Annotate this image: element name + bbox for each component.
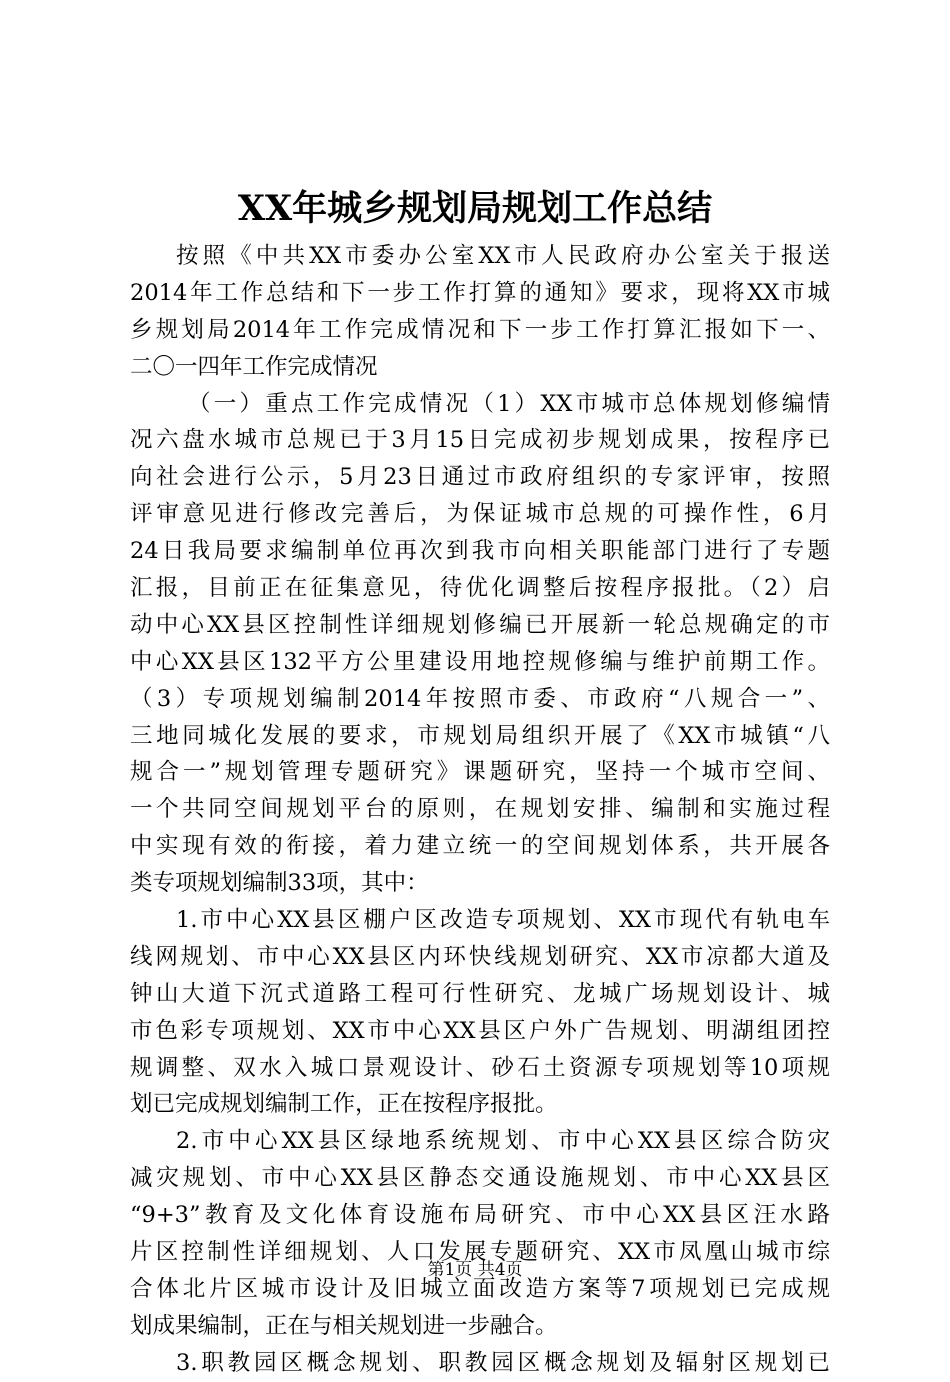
body-line: 3.职教园区概念规划、职教园区概念规划及辐射区规划已 bbox=[176, 1349, 830, 1376]
body-line: 乡规划局2014年工作完成情况和下一步工作打算汇报如下一、 bbox=[130, 316, 830, 343]
body-line: 按照《中共XX市委办公室XX市人民政府办公室关于报送 bbox=[176, 243, 830, 269]
body-line: 划已完成规划编制工作，正在按程序报批。 bbox=[130, 1091, 558, 1118]
body-line: 动中心XX县区控制性详细规划修编已开展新一轮总规确定的市 bbox=[130, 611, 830, 638]
body-line: 汇报，目前正在征集意见，待优化调整后按程序报批。（2）启 bbox=[130, 575, 830, 602]
body-line: 类专项规划编制33项，其中： bbox=[130, 870, 429, 897]
body-line: 中心XX县区132平方公里建设用地控规修编与维护前期工作。 bbox=[130, 648, 830, 675]
body-line: 市色彩专项规划、XX市中心XX县区户外广告规划、明湖组团控 bbox=[130, 1017, 830, 1044]
body-line: 24日我局要求编制单位再次到我市向相关职能部门进行了专题 bbox=[130, 538, 830, 565]
body-line: 中实现有效的衔接，着力建立统一的空间规划体系，共开展各 bbox=[130, 833, 830, 860]
body-line: （3）专项规划编制2014年按照市委、市政府“八规合一”、 bbox=[130, 685, 830, 712]
body-line: 评审意见进行修改完善后，为保证城市总规的可操作性，6月 bbox=[130, 501, 830, 528]
body-line: 划成果编制，正在与相关规划进一步融合。 bbox=[130, 1312, 558, 1339]
body-line: 况六盘水城市总规已于3月15日完成初步规划成果，按程序已 bbox=[130, 427, 830, 454]
body-line: 规合一”规划管理专题研究》课题研究，坚持一个城市空间、 bbox=[130, 759, 830, 786]
body-line: 减灾规划、市中心XX县区静态交通设施规划、市中心XX县区 bbox=[130, 1165, 830, 1192]
body-line: 三地同城化发展的要求，市规划局组织开展了《XX市城镇“八 bbox=[130, 722, 830, 749]
body-line: 一个共同空间规划平台的原则，在规划安排、编制和实施过程 bbox=[130, 796, 830, 823]
page-title: XX年城乡规划局规划工作总结 bbox=[237, 188, 713, 229]
body-line: 线网规划、市中心XX县区内环快线规划研究、XX市凉都大道及 bbox=[130, 943, 830, 970]
body-line: 规调整、双水入城口景观设计、砂石土资源专项规划等10项规 bbox=[130, 1054, 830, 1081]
body-line: 2.市中心XX县区绿地系统规划、市中心XX县区综合防灾 bbox=[176, 1128, 830, 1155]
body-line: 1.市中心XX县区棚户区改造专项规划、XX市现代有轨电车 bbox=[176, 907, 830, 934]
body-line: 向社会进行公示，5月23日通过市政府组织的专家评审，按照 bbox=[130, 464, 830, 491]
document-body bbox=[130, 238, 830, 1382]
body-line: 合体北片区城市设计及旧城立面改造方案等7项规划已完成规 bbox=[130, 1275, 830, 1302]
page-footer: 第1页 共4页 bbox=[427, 1260, 523, 1280]
body-line: 2014年工作总结和下一步工作打算的通知》要求，现将XX市城 bbox=[130, 279, 830, 306]
body-line: “9+3”教育及文化体育设施布局研究、市中心XX县区汪水路 bbox=[130, 1202, 830, 1229]
body-line: （一）重点工作完成情况（1）XX市城市总体规划修编情 bbox=[188, 390, 830, 417]
body-line: 片区控制性详细规划、人口发展专题研究、XX市凤凰山城市综 bbox=[130, 1239, 830, 1266]
body-line: 二〇一四年工作完成情况 bbox=[130, 353, 378, 380]
body-line: 钟山大道下沉式道路工程可行性研究、龙城广场规划设计、城 bbox=[130, 980, 830, 1007]
